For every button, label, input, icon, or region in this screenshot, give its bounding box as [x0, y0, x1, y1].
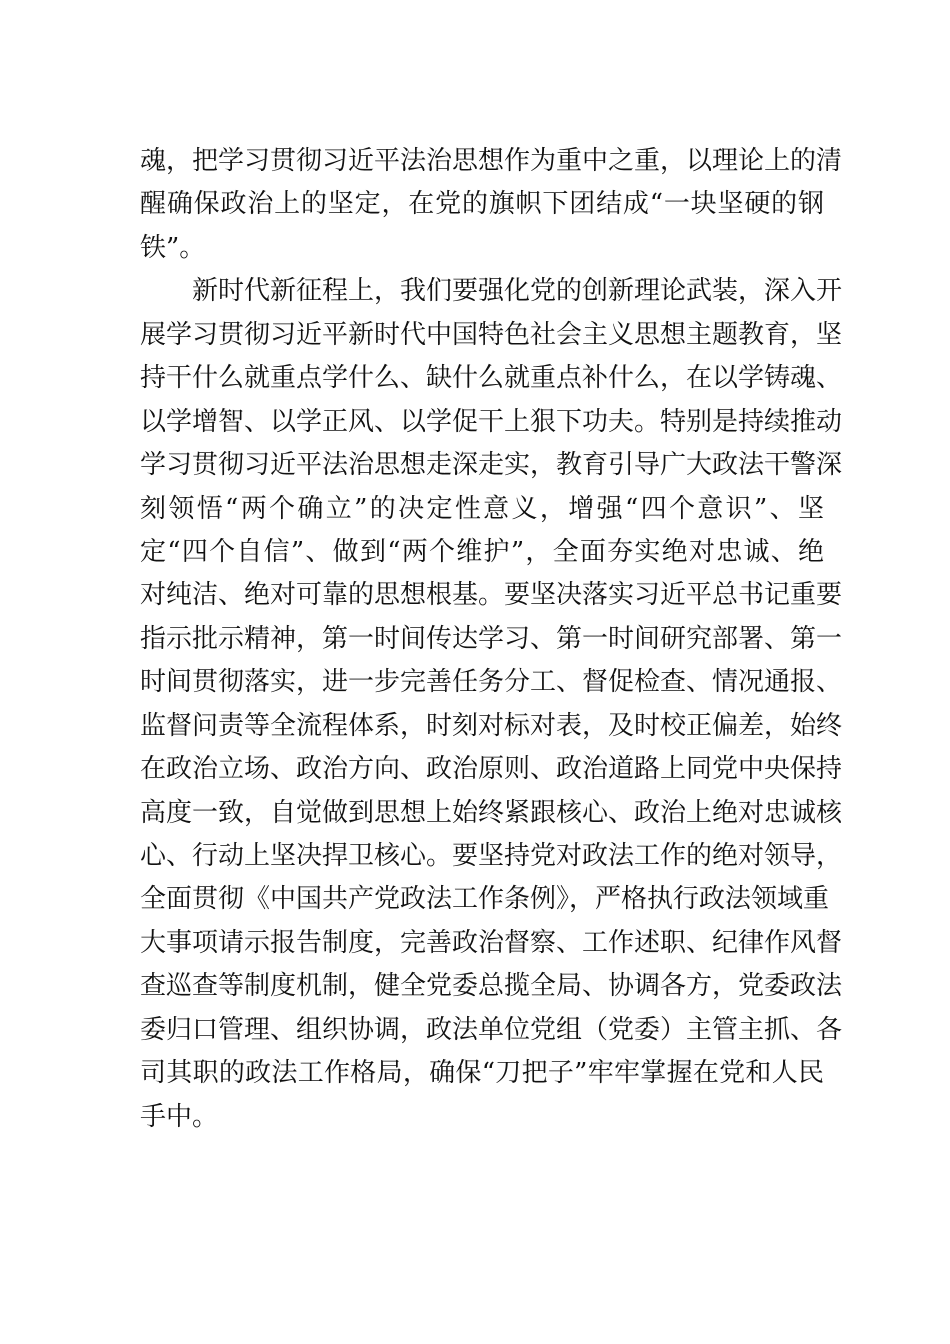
text-line: 新时代新征程上，我们要强化党的创新理论武装，深入开	[192, 276, 843, 307]
text-line: 手中。	[140, 1101, 219, 1132]
text-line: 以学增智、以学正风、以学促干上狠下功夫。特别是持续推动	[140, 406, 843, 437]
text-line: 指示批示精神，第一时间传达学习、第一时间研究部署、第一	[140, 623, 843, 654]
paragraph-2	[140, 270, 843, 1139]
text-line: 展学习贯彻习近平新时代中国特色社会主义思想主题教育，坚	[140, 319, 843, 350]
text-line: 司其职的政法工作格局，确保“刀把子”牢牢掌握在党和人民	[140, 1058, 824, 1089]
text-line: 监督问责等全流程体系，时刻对标对表，及时校正偏差，始终	[140, 710, 843, 741]
text-line: 学习贯彻习近平法治思想走深走实，教育引导广大政法干警深	[140, 450, 843, 481]
text-line: 查巡查等制度机制，健全党委总揽全局、协调各方，党委政法	[140, 971, 843, 1002]
text-line: 大事项请示报告制度，完善政治督察、工作述职、纪律作风督	[140, 927, 843, 958]
text-line: 定“四个自信”、做到“两个维护”，全面夯实绝对忠诚、绝	[140, 536, 824, 567]
text-line: 委归口管理、组织协调，政法单位党组（党委）主管主抓、各	[140, 1014, 843, 1045]
text-line: 在政治立场、政治方向、政治原则、政治道路上同党中央保持	[140, 754, 843, 785]
text-line: 铁”。	[140, 232, 206, 263]
text-line: 魂，把学习贯彻习近平法治思想作为重中之重，以理论上的清	[140, 146, 843, 176]
text-line: 刻领悟“两个确立”的决定性意义，增强“四个意识”、坚	[140, 493, 824, 524]
text-line: 心、行动上坚决捍卫核心。要坚持党对政法工作的绝对领导，	[140, 841, 843, 871]
document-body	[140, 140, 843, 1139]
paragraph-1	[140, 140, 843, 270]
text-line: 时间贯彻落实，进一步完善任务分工、督促检查、情况通报、	[140, 667, 843, 698]
text-line: 高度一致，自觉做到思想上始终紧跟核心、政治上绝对忠诚核	[140, 797, 843, 828]
text-line: 持干什么就重点学什么、缺什么就重点补什么，在以学铸魂、	[140, 363, 843, 394]
text-line: 全面贯彻《中国共产党政法工作条例》，严格执行政法领域重	[140, 884, 830, 915]
text-line: 醒确保政治上的坚定，在党的旗帜下团结成“一块坚硬的钢	[140, 189, 824, 220]
text-line: 对纯洁、绝对可靠的思想根基。要坚决落实习近平总书记重要	[140, 580, 843, 611]
